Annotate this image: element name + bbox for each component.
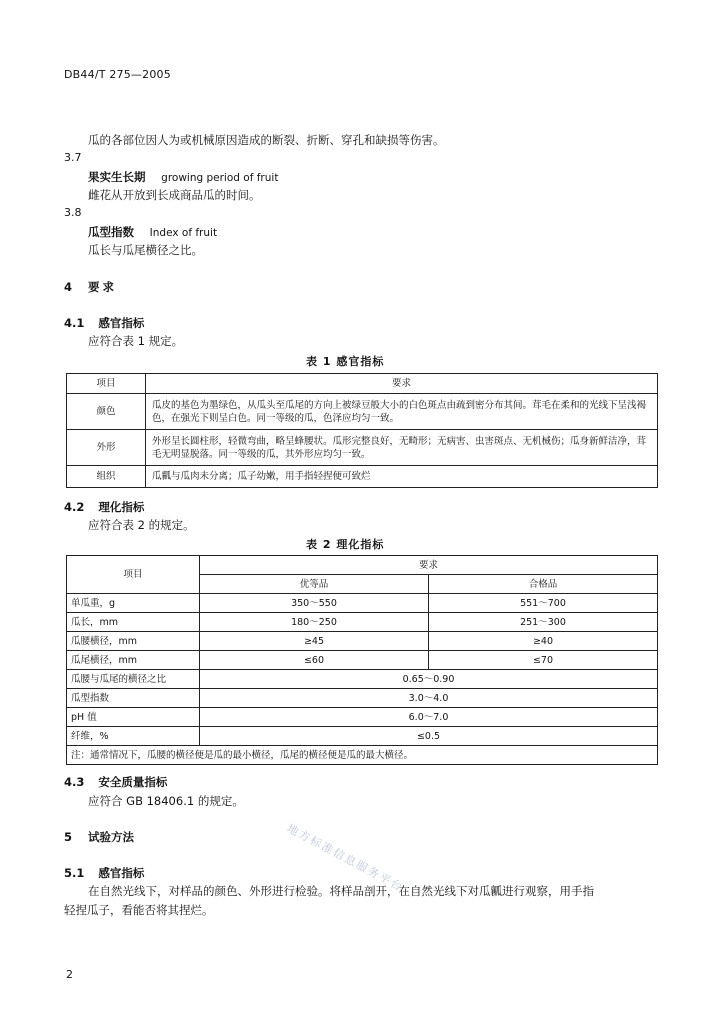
table-2-caption: 表 2 理化指标 <box>306 538 385 551</box>
table-1-caption: 表 1 感官指标 <box>306 355 385 368</box>
table-cell-item: 瓜腰横径，mm <box>67 632 200 651</box>
section-4-3-text: 应符合 GB 18406.1 的规定。 <box>88 794 244 808</box>
table-cell-requirement: 瓜瓤与瓜肉未分离；瓜子幼嫩，用手指轻捏便可致烂 <box>146 466 658 488</box>
section-4-2-heading <box>64 499 144 515</box>
table-cell-value: ≥45 <box>200 632 429 651</box>
page-number: 2 <box>66 968 73 981</box>
section-4-heading <box>64 279 117 295</box>
section-title: 理化指标 <box>98 500 145 514</box>
term-zh: 果实生长期 <box>88 170 146 184</box>
section-5-1-line-2: 轻捏瓜子，看能否将其捏烂。 <box>64 903 214 917</box>
table-cell-item: pH 值 <box>67 708 200 727</box>
table-header-item: 项目 <box>67 374 146 394</box>
table-cell-requirement: 瓜皮的基色为墨绿色，从瓜头至瓜尾的方向上被绿豆般大小的白色斑点由疏到密分布其间。茸毛在柔和的光线下呈浅褐色，在强光下则呈白色。同一等级的瓜，色泽应均匀一致。 <box>146 394 658 430</box>
document-code: DB44/T 275—2005 <box>64 68 171 81</box>
table-cell-value: ≤0.5 <box>200 727 658 746</box>
table-cell-value: 0.65～0.90 <box>200 670 658 689</box>
section-title: 安全质量指标 <box>98 775 168 789</box>
section-number: 4.1 <box>64 316 85 330</box>
section-3-7-term <box>88 169 278 185</box>
table-cell-value: 251～300 <box>428 613 657 632</box>
table-cell-value: ≥40 <box>428 632 657 651</box>
term-en: Index of fruit <box>149 227 218 239</box>
section-title: 感官指标 <box>98 316 145 330</box>
table-cell-item: 瓜长，mm <box>67 613 200 632</box>
section-4-1-text: 应符合表 1 规定。 <box>88 334 184 348</box>
section-5-heading <box>64 829 134 845</box>
table-header-requirement: 要求 <box>146 374 658 394</box>
section-3-7-number: 3.7 <box>64 151 82 164</box>
table-cell-item: 颜色 <box>67 394 146 430</box>
table-cell-value: 6.0～7.0 <box>200 708 658 727</box>
section-4-1-heading <box>64 315 144 331</box>
section-4-2-text: 应符合表 2 的规定。 <box>88 518 195 532</box>
table-cell-value: 180～250 <box>200 613 429 632</box>
table-1-sensory <box>66 373 658 488</box>
table-header-grade-premium: 优等品 <box>200 575 429 594</box>
section-title: 感官指标 <box>98 866 145 880</box>
table-2-physicochemical <box>66 555 658 765</box>
term-zh: 瓜型指数 <box>88 225 134 239</box>
table-cell-requirement: 外形呈长圆柱形，轻微弯曲，略呈蜂腰状。瓜形完整良好，无畸形；无病害、虫害斑点、无机械伤；瓜身新鲜洁净，茸毛无明显脱落。同一等级的瓜，其外形应均匀一致。 <box>146 430 658 466</box>
table-cell-item: 外形 <box>67 430 146 466</box>
table-cell-item: 单瓜重，g <box>67 594 200 613</box>
section-3-6-continuation: 瓜的各部位因人为或机械原因造成的断裂、折断、穿孔和缺损等伤害。 <box>88 133 445 147</box>
table-cell-item: 纤维，% <box>67 727 200 746</box>
section-number: 5.1 <box>64 866 85 880</box>
section-5-1-heading <box>64 865 144 881</box>
watermark: 地方标准信息服务平台 <box>284 821 406 895</box>
section-number: 4.2 <box>64 500 85 514</box>
table-cell-item: 组织 <box>67 466 146 488</box>
table-cell-item: 瓜尾横径，mm <box>67 651 200 670</box>
section-number: 4.3 <box>64 775 85 789</box>
table-cell-value: 350～550 <box>200 594 429 613</box>
section-5-1-line-1: 在自然光线下，对样品的颜色、外形进行检验。将样品剖开，在自然光线下对瓜瓤进行观察，用手指 <box>88 884 594 898</box>
table-cell-value: 551～700 <box>428 594 657 613</box>
table-cell-value: 3.0～4.0 <box>200 689 658 708</box>
section-3-8-definition: 瓜长与瓜尾横径之比。 <box>88 243 203 257</box>
section-title: 试验方法 <box>88 830 135 844</box>
section-number: 4 <box>64 280 73 294</box>
section-3-8-number: 3.8 <box>64 206 82 219</box>
table-header-grade-qualified: 合格品 <box>428 575 657 594</box>
table-cell-item: 瓜腰与瓜尾的横径之比 <box>67 670 200 689</box>
table-header-requirement: 要求 <box>200 556 658 575</box>
table-cell-value: ≤60 <box>200 651 429 670</box>
table-cell-item: 瓜型指数 <box>67 689 200 708</box>
section-number: 5 <box>64 830 73 844</box>
table-cell-value: ≤70 <box>428 651 657 670</box>
table-header-item: 项目 <box>67 556 200 594</box>
section-4-3-heading <box>64 774 167 790</box>
section-title: 要求 <box>88 280 118 294</box>
term-en: growing period of fruit <box>161 172 279 184</box>
section-3-8-term <box>88 224 217 240</box>
table-note: 注：通常情况下，瓜腰的横径便是瓜的最小横径，瓜尾的横径便是瓜的最大横径。 <box>67 746 658 765</box>
section-3-7-definition: 雌花从开放到长成商品瓜的时间。 <box>88 188 261 202</box>
